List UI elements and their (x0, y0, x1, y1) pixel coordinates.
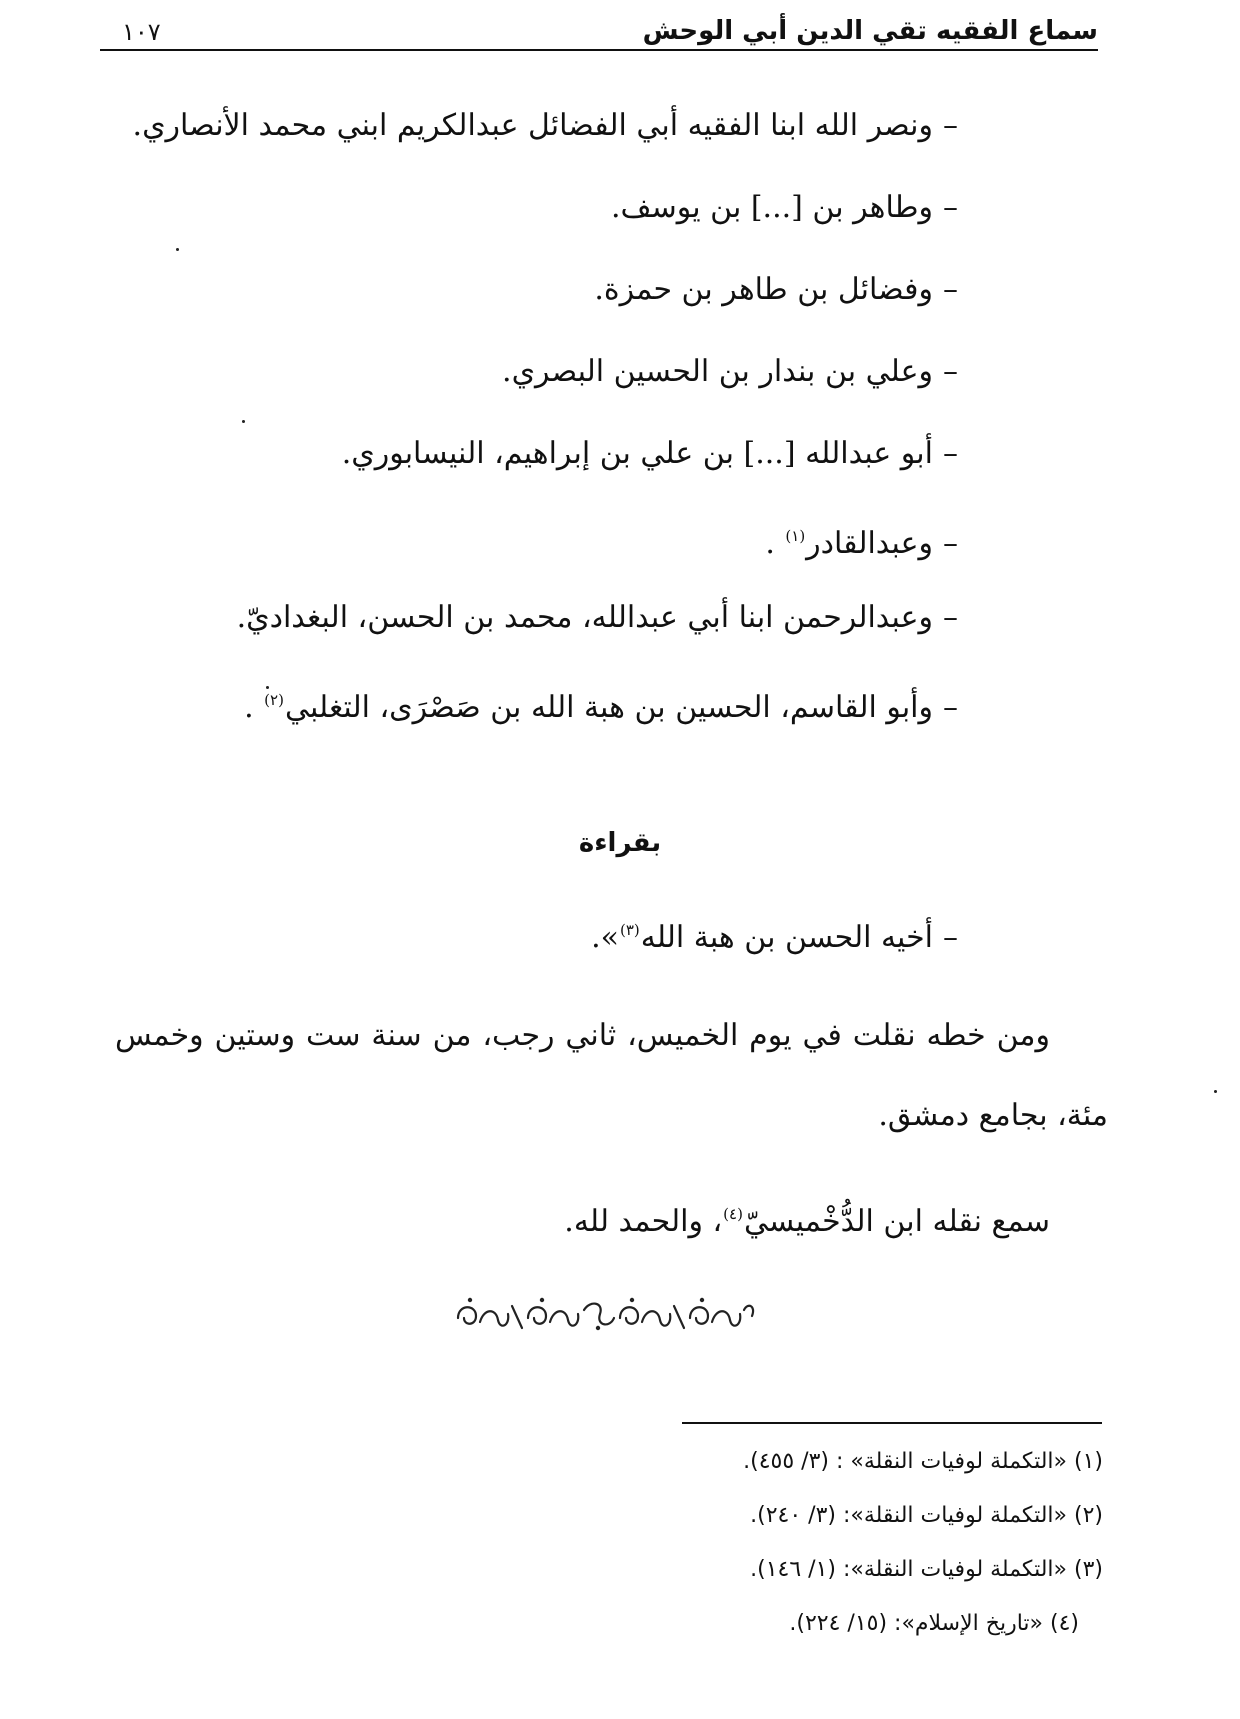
decorative-ornament (450, 1292, 760, 1336)
colophon-line-2: مئة، بجامع دمشق. (878, 1098, 1108, 1133)
list-item: –أبو عبدالله [...] بن علي بن إبراهيم، النيسابوري. (341, 436, 958, 471)
footnote-ref[interactable]: (١) (785, 527, 806, 545)
list-item: –أخيه الحسن بن هبة الله$^{(٣)}$». (591, 920, 958, 955)
footnote-ref[interactable]: (٣) (619, 921, 640, 939)
footnote-ref[interactable]: (٤) (723, 1205, 743, 1223)
header-rule (100, 49, 1098, 51)
closing-line: سمع نقله ابن الدُّخْميسيّ$^{(٤)}$، والحمد لله. (564, 1204, 1050, 1239)
list-item: –وطاهر بن [...] بن يوسف. (611, 190, 958, 225)
scan-speck (1214, 1090, 1217, 1093)
list-item: –وعبدالرحمن ابنا أبي عبدالله، محمد بن الحسن، البغداديّ. (236, 600, 958, 635)
footnote: (٤) «تاريخ الإسلام»: (١٥/ ٢٢٤). (789, 1611, 1079, 1636)
section-heading: بقراءة (578, 828, 662, 858)
footnote-separator (682, 1422, 1102, 1424)
footnote: (١) «التكملة لوفيات النقلة» : (٣/ ٤٥٥). (743, 1449, 1103, 1474)
footnote: (٣) «التكملة لوفيات النقلة»: (١/ ١٤٦). (750, 1557, 1103, 1582)
scan-speck (242, 420, 245, 423)
footnote-ref[interactable]: (٢) (264, 691, 284, 709)
list-item: –وأبو القاسم، الحسين بن هبة الله بن صَصْرَى، التغلبي$^{(٢)}$ . (244, 690, 958, 725)
footnote: (٢) «التكملة لوفيات النقلة»: (٣/ ٢٤٠). (750, 1503, 1103, 1528)
header-title: سماع الفقيه تقي الدين أبي الوحش (642, 16, 1098, 46)
scan-speck (176, 248, 179, 251)
list-item: –ونصر الله ابنا الفقيه أبي الفضائل عبدالكريم ابني محمد الأنصاري. (132, 108, 958, 143)
page-number: ١٠٧ (122, 18, 161, 46)
list-item: –وعلي بن بندار بن الحسين البصري. (502, 354, 958, 389)
scan-speck (266, 686, 269, 689)
colophon-line-1: ومن خطه نقلت في يوم الخميس، ثاني رجب، من سنة ست وستين وخمس (115, 1018, 1050, 1053)
list-item: –وعبدالقادر$^{(١)}$ . (765, 526, 958, 561)
list-item: –وفضائل بن طاهر بن حمزة. (594, 272, 958, 307)
